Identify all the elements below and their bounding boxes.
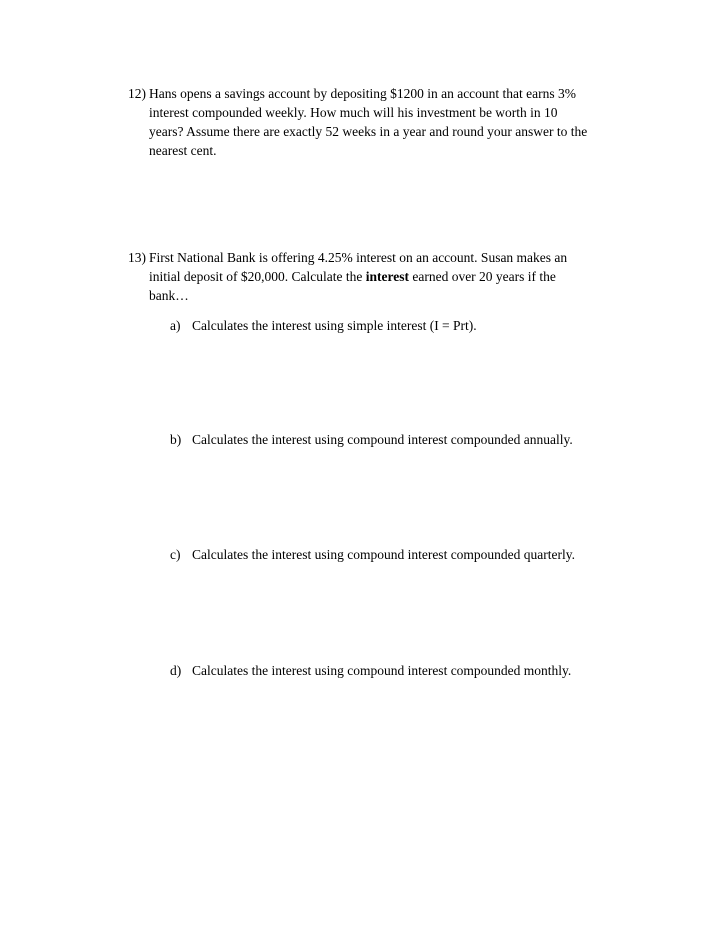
question-number: 13): [128, 250, 146, 265]
subpart-b: [170, 430, 630, 449]
question-text-segment: initial deposit of $20,000. Calculate the: [149, 269, 366, 284]
subpart-letter: c): [170, 547, 181, 562]
subpart-letter: a): [170, 318, 181, 333]
question-13: [128, 248, 628, 305]
question-number: 12): [128, 86, 146, 101]
subpart-text: Calculates the interest using simple interest (I = Prt).: [192, 318, 477, 333]
question-line: nearest cent.: [149, 143, 217, 158]
subpart-c: [170, 545, 630, 564]
question-line: Hans opens a savings account by depositing $1200 in an account that earns 3%: [149, 86, 577, 101]
question-text: [149, 248, 628, 305]
question-line: [149, 267, 628, 286]
subpart-letter: d): [170, 663, 182, 678]
question-line: First National Bank is offering 4.25% interest on an account. Susan makes an: [149, 250, 568, 265]
question-line: interest compounded weekly. How much will his investment be worth in 10: [149, 105, 558, 120]
subpart-text: Calculates the interest using compound interest compounded annually.: [192, 432, 573, 447]
question-text: [149, 84, 628, 160]
question-line: years? Assume there are exactly 52 weeks in a year and round your answer to the: [149, 124, 588, 139]
subpart-a: [170, 316, 630, 335]
subpart-d: [170, 661, 630, 680]
subpart-letter: b): [170, 432, 182, 447]
question-text-segment: earned over 20 years if the: [408, 269, 556, 284]
subpart-text: Calculates the interest using compound interest compounded quarterly.: [192, 547, 576, 562]
question-12: [128, 84, 628, 160]
emphasized-word: interest: [365, 269, 409, 284]
subpart-text: Calculates the interest using compound interest compounded monthly.: [192, 663, 572, 678]
question-line: bank…: [149, 288, 189, 303]
